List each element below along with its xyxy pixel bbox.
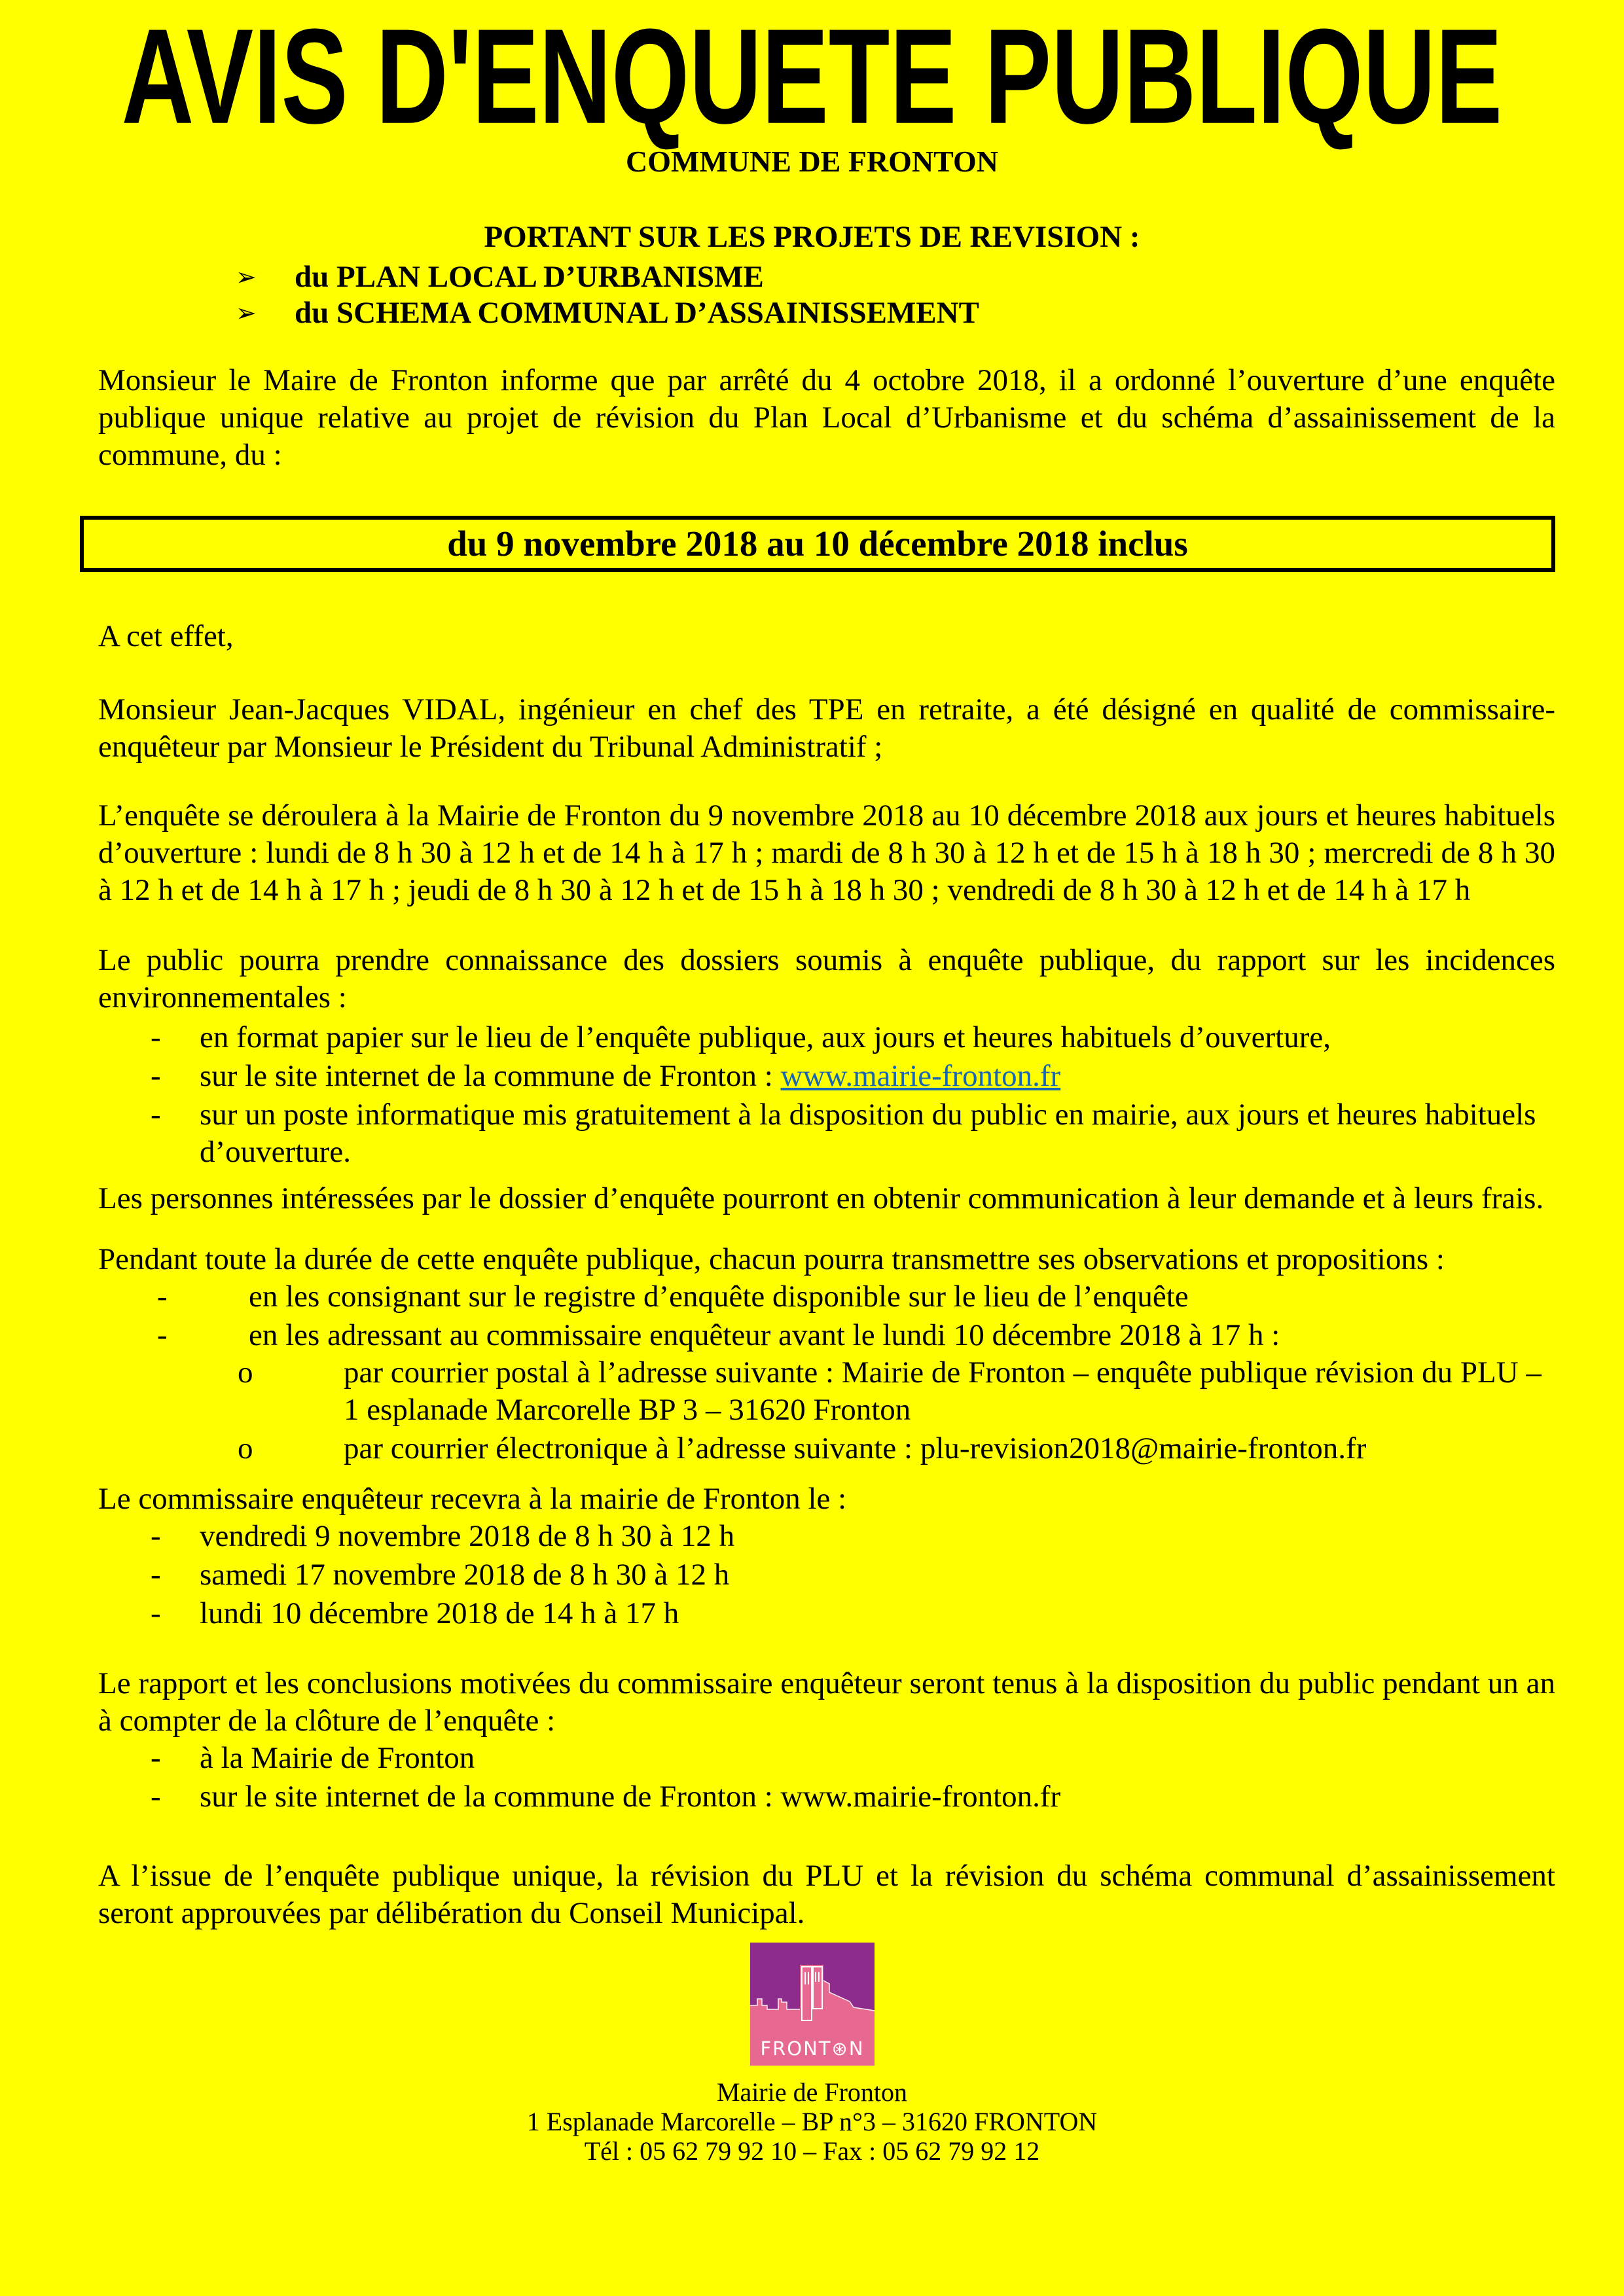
dash-bullet-icon: - [157,1280,168,1314]
sessions-list [98,1518,1555,1632]
dash-bullet-icon: - [151,1741,161,1775]
mail-option-email [98,1430,1555,1467]
report-intro: Le rapport et les conclusions motivées du commissaire enquêteur seront tenus à la disposition du public pendant un an à compter de la clôture de l’enquête : [98,1666,1555,1738]
notice-body [0,260,1624,1932]
observations-intro: Pendant toute la durée de cette enquête publique, chacun pourra transmettre ses observations et propositions : [98,1242,1445,1276]
dash-bullet-icon: - [151,1596,161,1630]
footer [0,2077,1624,2166]
sessions-intro: Le commissaire enquêteur recevra à la mairie de Fronton le : [98,1482,847,1516]
report-item [98,1778,1555,1816]
mail-options-list [98,1354,1555,1467]
consultation-item-text: en format papier sur le lieu de l’enquête publique, aux jours et heures habituels d’ouverture, [200,1020,1331,1054]
report-item-text: à la Mairie de Fronton [200,1741,475,1775]
fronton-logo-icon [750,1943,875,2066]
revision-item-label: du SCHEMA COMMUNAL D’ASSAINISSEMENT [295,296,979,330]
observation-item-text: en les consignant sur le registre d’enquête disponible sur le lieu de l’enquête [249,1280,1189,1314]
logo-row [0,1943,1624,2066]
dash-bullet-icon: - [151,1059,161,1093]
mail-option-postal [98,1354,1555,1429]
observations-list [98,1278,1555,1354]
session-item-text: lundi 10 décembre 2018 de 14 h à 17 h [200,1596,679,1630]
title-row [0,1,1624,152]
dash-bullet-icon: - [151,1020,161,1054]
copies-paragraph: Les personnes intéressées par le dossier d’enquête pourront en obtenir communication à leur demande et à leurs frais. [98,1181,1544,1215]
enquiry-dates-box: du 9 novembre 2018 au 10 décembre 2018 inclus [80,516,1555,572]
circle-bullet-icon: o [238,1431,253,1465]
mail-option-text: par courrier postal à l’adresse suivante : Mairie de Fronton – enquête publique révision du PLU – 1 esplanade Marcorelle BP 3 – 31620 Fronton [344,1355,1542,1427]
mairie-fronton-link[interactable]: www.mairie-fronton.fr [780,1059,1061,1093]
page-title: AVIS D'ENQUETE PUBLIQUE [121,1,1503,152]
consultation-item-computer [98,1096,1555,1171]
arrow-bullet-icon: ➢ [236,298,257,327]
observation-item-text: en les adressant au commissaire enquêteur avant le lundi 10 décembre 2018 à 17 h : [249,1318,1280,1352]
revision-item-plu [98,260,1555,295]
svg-text:FRONT⊛N [760,2037,864,2060]
footer-phone-fax: Tél : 05 62 79 92 10 – Fax : 05 62 79 92 12 [584,2136,1040,2166]
session-item [98,1518,1555,1555]
session-item [98,1556,1555,1594]
dash-bullet-icon: - [151,1780,161,1814]
session-item [98,1595,1555,1632]
schedule-paragraph: L’enquête se déroulera à la Mairie de Fronton du 9 novembre 2018 au 10 décembre 2018 aux jours et heures habituels d’ouverture : lundi de 8 h 30 à 12 h et de 14 h à 17 h ; mardi de 8 h 30 à 12 h et de 15 h à 18 h 30 ; mercredi de 8 h 30 à 12 h et de 14 h à 17 h ; jeudi de 8 h 30 à 12 h et de 15 h à 18 h 30 ; vendredi de 8 h 30 à 12 h et de 14 h à 17 h [98,798,1555,907]
footer-org-name: Mairie de Fronton [716,2077,908,2107]
footer-address: 1 Esplanade Marcorelle – BP n°3 – 31620 FRONTON [526,2107,1098,2136]
session-item-text: samedi 17 novembre 2018 de 8 h 30 à 12 h [200,1558,730,1592]
intro-paragraph: Monsieur le Maire de Fronton informe que par arrêté du 4 octobre 2018, il a ordonné l’ouverture d’une enquête publique unique relative au projet de révision du Plan Local d’Urbanisme et du schéma d’assainissement de la commune, du : [98,363,1555,472]
observation-item-mail [98,1317,1555,1354]
observation-item-register [98,1278,1555,1316]
report-list [98,1740,1555,1816]
occitan-cross-o-icon: ⊛ [831,2037,849,2060]
session-item-text: vendredi 9 novembre 2018 de 8 h 30 à 12 h [200,1519,735,1553]
dash-bullet-icon: - [157,1318,168,1352]
report-item-text: sur le site internet de la commune de Fronton : www.mairie-fronton.fr [200,1780,1061,1814]
consultation-item-text: sur le site internet de la commune de Fronton : [200,1059,781,1093]
commune-subtitle: COMMUNE DE FRONTON [625,145,999,178]
logo-wordmark-right: N [848,2037,865,2060]
consultation-item-paper [98,1019,1555,1056]
revision-heading: PORTANT SUR LES PROJETS DE REVISION : [484,220,1140,254]
mail-option-text: par courrier électronique à l’adresse suivante : plu-revision2018@mairie-fronton.fr [344,1431,1367,1465]
effect-paragraph: A cet effet, [98,619,234,653]
consultation-list [98,1019,1555,1171]
consultation-item-text: sur un poste informatique mis gratuitement à la disposition du public en mairie, aux jours et heures habituels d’ouverture. [200,1098,1536,1169]
revision-list [98,260,1555,331]
report-item [98,1740,1555,1777]
revision-item-assainissement [98,296,1555,331]
dash-bullet-icon: - [151,1558,161,1592]
revision-item-label: du PLAN LOCAL D’URBANISME [295,260,764,294]
consultation-item-website [98,1058,1555,1095]
arrow-bullet-icon: ➢ [236,262,257,291]
conclusion-paragraph: A l’issue de l’enquête publique unique, la révision du PLU et la révision du schéma communal d’assainissement seront approuvées par délibération du Conseil Municipal. [98,1859,1555,1930]
circle-bullet-icon: o [238,1355,253,1390]
dash-bullet-icon: - [151,1519,161,1553]
logo-wordmark-left: FRONT [759,2037,832,2060]
consultation-intro: Le public pourra prendre connaissance des dossiers soumis à enquête publique, du rapport sur les incidences environnementales : [98,943,1555,1014]
commissioner-paragraph: Monsieur Jean-Jacques VIDAL, ingénieur en chef des TPE en retraite, a été désigné en qualité de commissaire-enquêteur par Monsieur le Président du Tribunal Administratif ; [98,692,1555,764]
dash-bullet-icon: - [151,1098,161,1132]
